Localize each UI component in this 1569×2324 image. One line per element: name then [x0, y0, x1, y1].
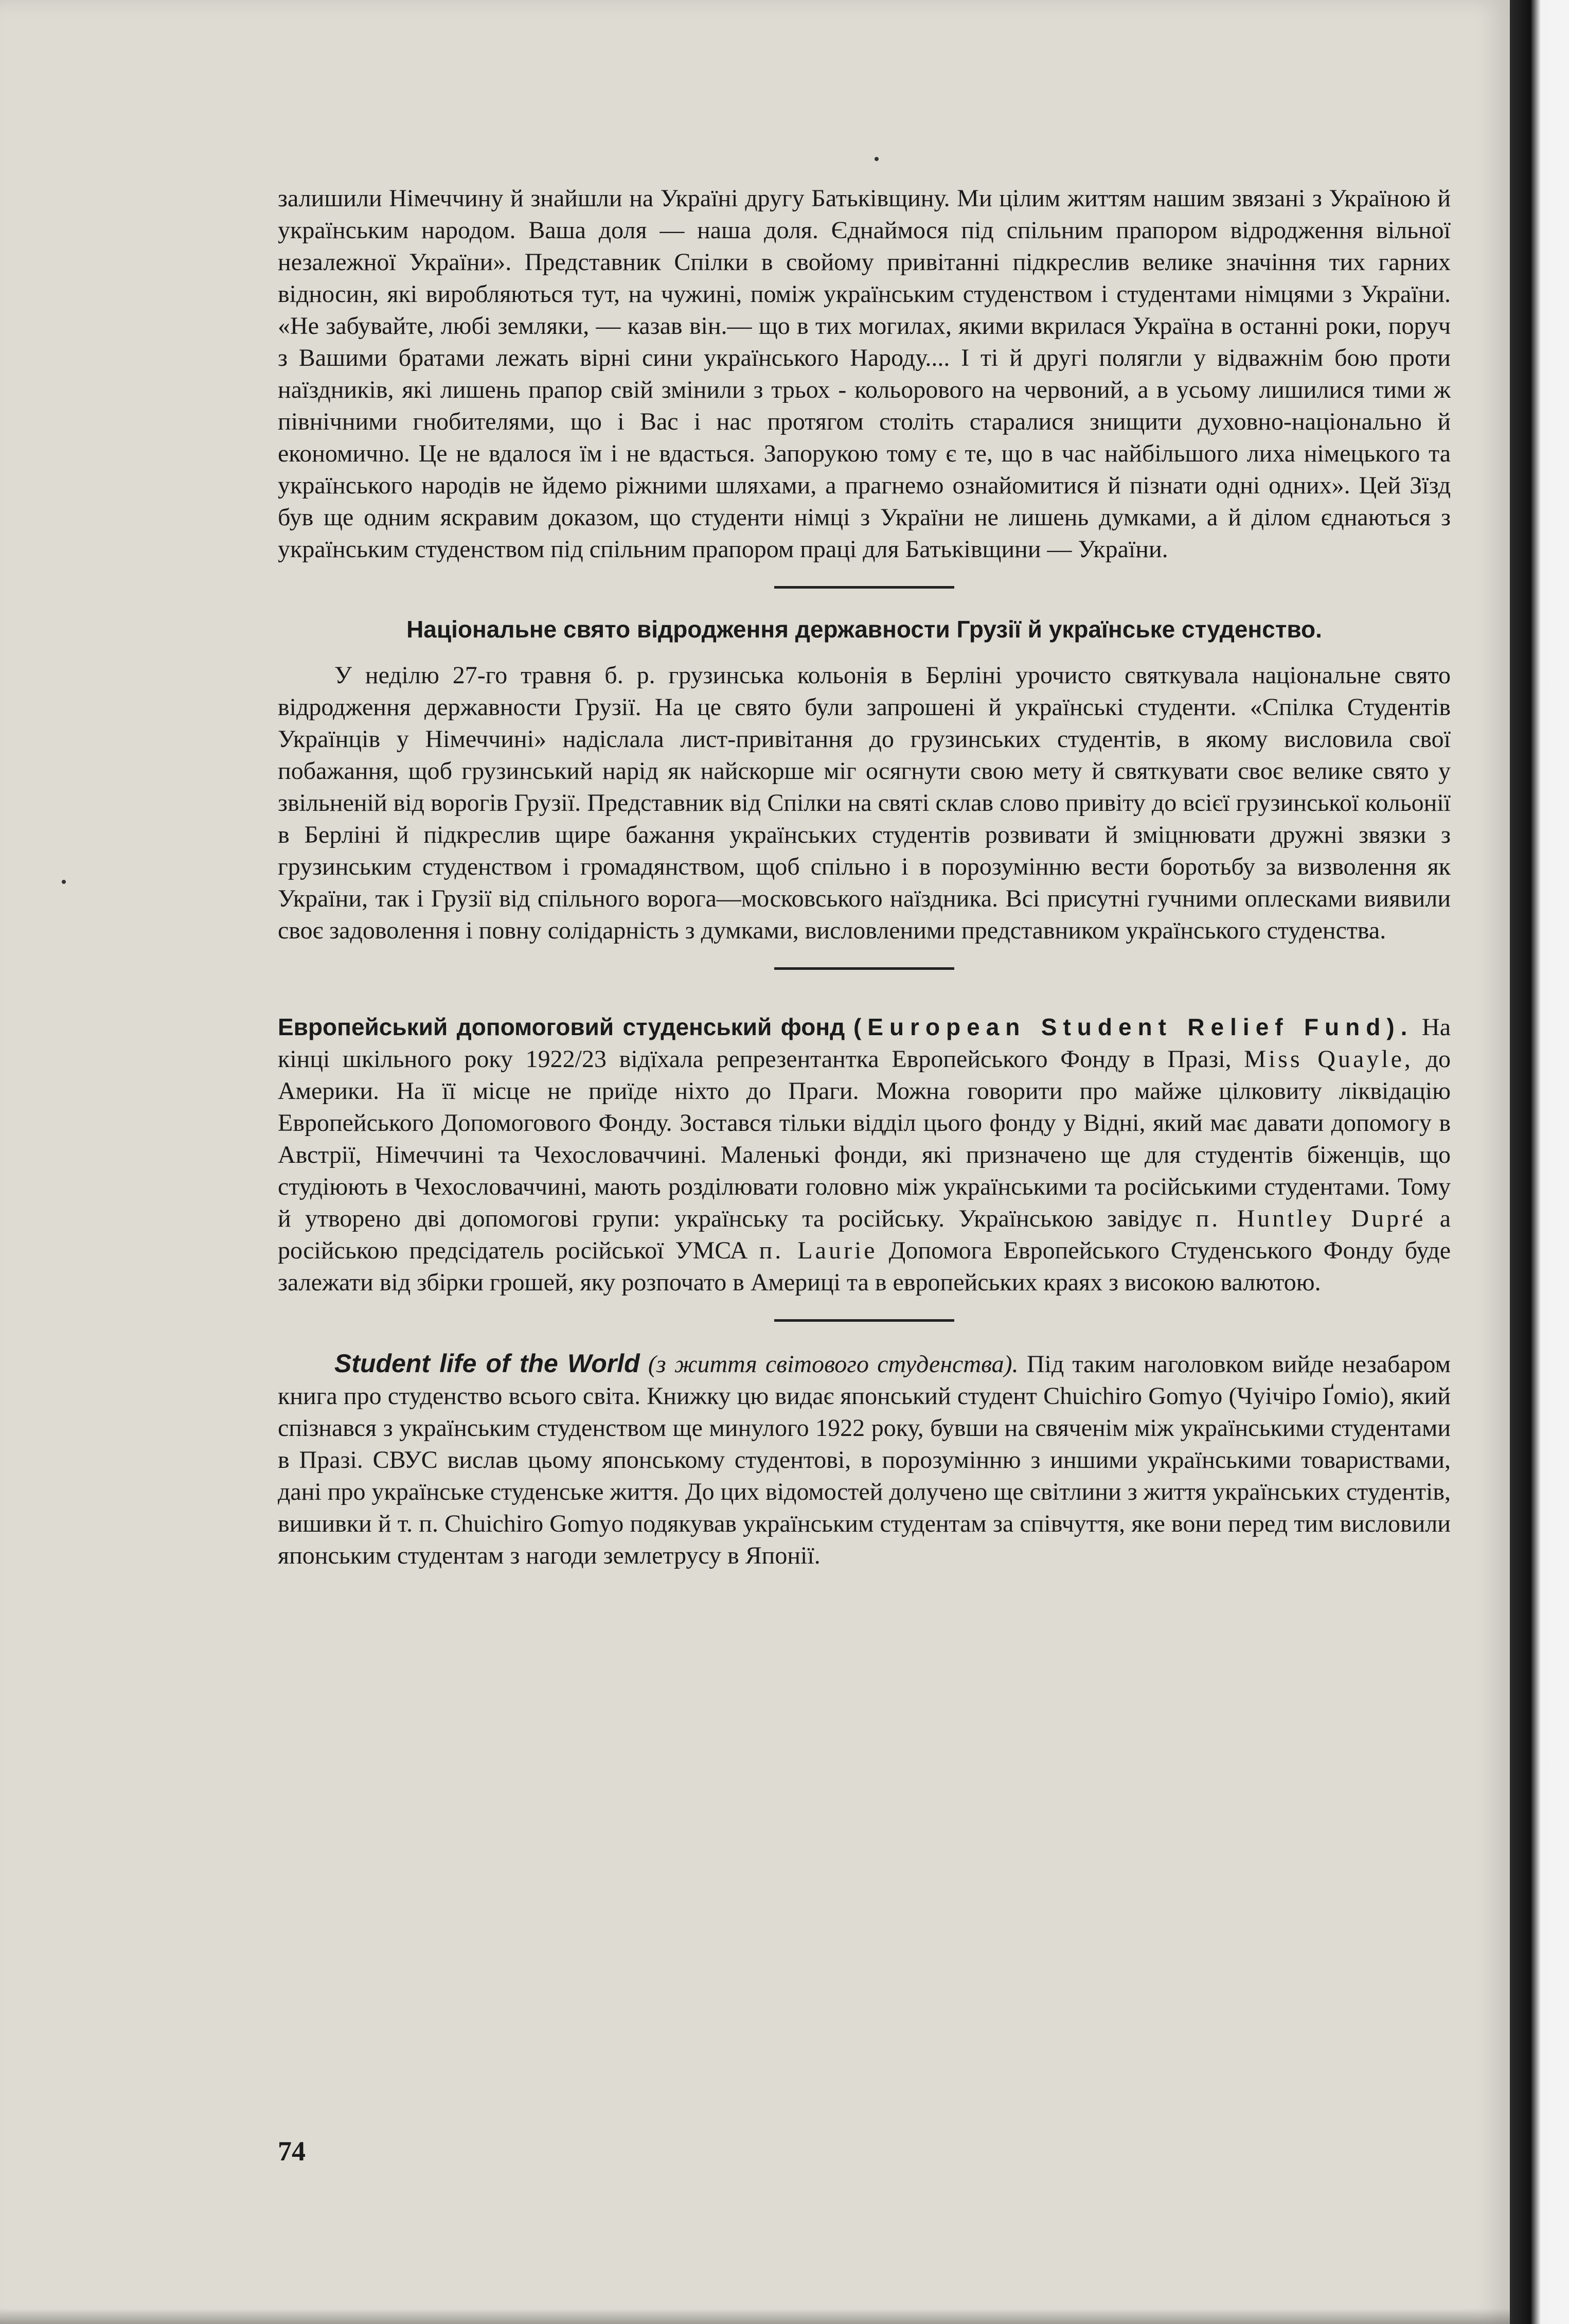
- student-life-subtitle: (з життя світового студенства).: [648, 1351, 1019, 1378]
- continued-paragraph: залишили Німеччину й знайшли на Україні другу Батьківщину. Ми цілим життям нашим звязані з Україною й українським народом. Ваша доля — наша доля. Єднаймося під спільним прапором відродження вільної незалежної України». Представник Спілки в свойому привітанні підкреслив велике значіння тих гарних відносин, які виробляються тут, на чужині, поміж українським студенством і студентами німцями з України. «Не забувайте, любі земляки, — казав він.— що в тих могилах, якими вкрилася Україна в останні роки, поруч з Вашими братами лежать вірні сини українського Народу.... І ті й другі полягли у відважнім бою проти наїздників, які лишень прапор свій змінили з трьох - кольорового на червоний, а в усьому лишилися тими ж північними гнобителями, що і Вас і нас протягом століть старалися знищити духовно-національно й економично. Це не вдалося їм і не вдасться. Запорукою тому є те, що в час найбільшого лиха німецького та українського народів не йдемо ріжними шляхами, а прагнемо ознайомитися й пізнати одні одних». Цей Зїзд був ще одним яскравим доказом, що студенти німці з України не лишень думками, а й ділом єднаються з українським студенством під спільним прапором праці для Батьківщини — України.: [278, 185, 1451, 563]
- page-number: 74: [278, 2136, 306, 2167]
- student-life-text: Під таким наголовком вийде незабаром книга про студенство всього світа. Книжку цю видає японський студент Chuichiro Gomyo (Чуічіро Ґоміо), який спізнався з українським студенством ще минулого 1922 року, бувши на свяченім між українськими студентами в Празі. СВУС вислав цьому японському студентові, в порозумінню з иншими українськими товариствами, дані про українське студенське життя. До цих відомостей долучено ще світлини з життя українських студентів, вишивки й т. п. Chuichiro Gomyo подякував українським студентам за співчуття, яке вони перед тим висловили японським студентам з нагоди землетрусу в Японії.: [278, 1351, 1451, 1569]
- person-name: Miss Quayle,: [1244, 1045, 1413, 1073]
- relief-fund-text-1: На кінці шкільного року 1922/23 відїхала репрезентантка Европейського Фонду в Празі,: [278, 1014, 1451, 1073]
- student-life-paragraph: [278, 1347, 1451, 1572]
- person-name: п. Laurie: [759, 1237, 878, 1264]
- georgia-paragraph: У неділю 27-го травня б. р. грузинська кольонія в Берліні урочисто святкувала національне свято відродження державности Грузії. На це свято були запрошені й українські студенти. «Спілка Студентів Українців у Німеччині» надіслала лист-привітання до грузинських студентів, в якому висловила свої побажання, щоб грузинський нарід як найскорше міг осягнути свою мету й святкувати своє велике свято у звільненій від ворогів Грузії. Представник від Спілки на святі склав слово привіту до всієї грузинської кольонії в Берліні й підкреслив щире бажання українських студентів розвивати й зміцнювати дружні звязки з грузинським студенством і громадянством, щоб спільно і в порозумінню вести боротьбу за визволення як України, так і Грузії від спільного ворога—московського наїздника. Всі присутні гучними оплесками виявили своє задоволення і повну солідарність з думками, висловленими представником українського студенства.: [278, 662, 1451, 944]
- speck-mark: [875, 157, 879, 161]
- section-divider: [774, 586, 954, 589]
- section-divider: [774, 967, 954, 970]
- relief-fund-text-3: а російською предсідатель російської УМСА: [278, 1205, 1451, 1264]
- relief-fund-text-2: до Америки. На її місце не приїде ніхто до Праги. Можна говорити про майже цілковиту ліквідацію Европейського Допомогового Фонду. Зостався тільки відділ цього фонду у Відні, який має давати допомогу в Австрії, Німеччині та Чехословаччині. Маленькі фонди, які призначено ще для студентів біженців, що студіюють в Чехословаччині, мають розділювати головно між українськими та російськими студентами. Тому й утворено дві допомогові групи: українську та російську. Українською завідує: [278, 1045, 1451, 1232]
- relief-fund-heading-en: (European Student Relief Fund).: [853, 1014, 1414, 1040]
- relief-fund-paragraph: [278, 1011, 1451, 1299]
- scanner-edge-strip: [1510, 0, 1569, 2324]
- page-bottom-shadow: [0, 2309, 1510, 2324]
- relief-fund-text-4: Допомога Европейського Студенського Фонду буде залежати від збірки грошей, яку розпочато в Америці та в европейських краях з високою валютою.: [278, 1237, 1451, 1296]
- student-life-title: Student life of the World: [334, 1349, 640, 1378]
- section-divider: [774, 1319, 954, 1322]
- section-heading-georgia: Національне свято відродження державности Грузії й українське студенство.: [406, 616, 1322, 643]
- speck-mark: [62, 880, 66, 884]
- page-content: [278, 183, 1451, 1572]
- relief-fund-heading: Европейський допомоговий студенський фонд: [278, 1014, 845, 1040]
- person-name: п. Huntley Dupré: [1196, 1205, 1426, 1232]
